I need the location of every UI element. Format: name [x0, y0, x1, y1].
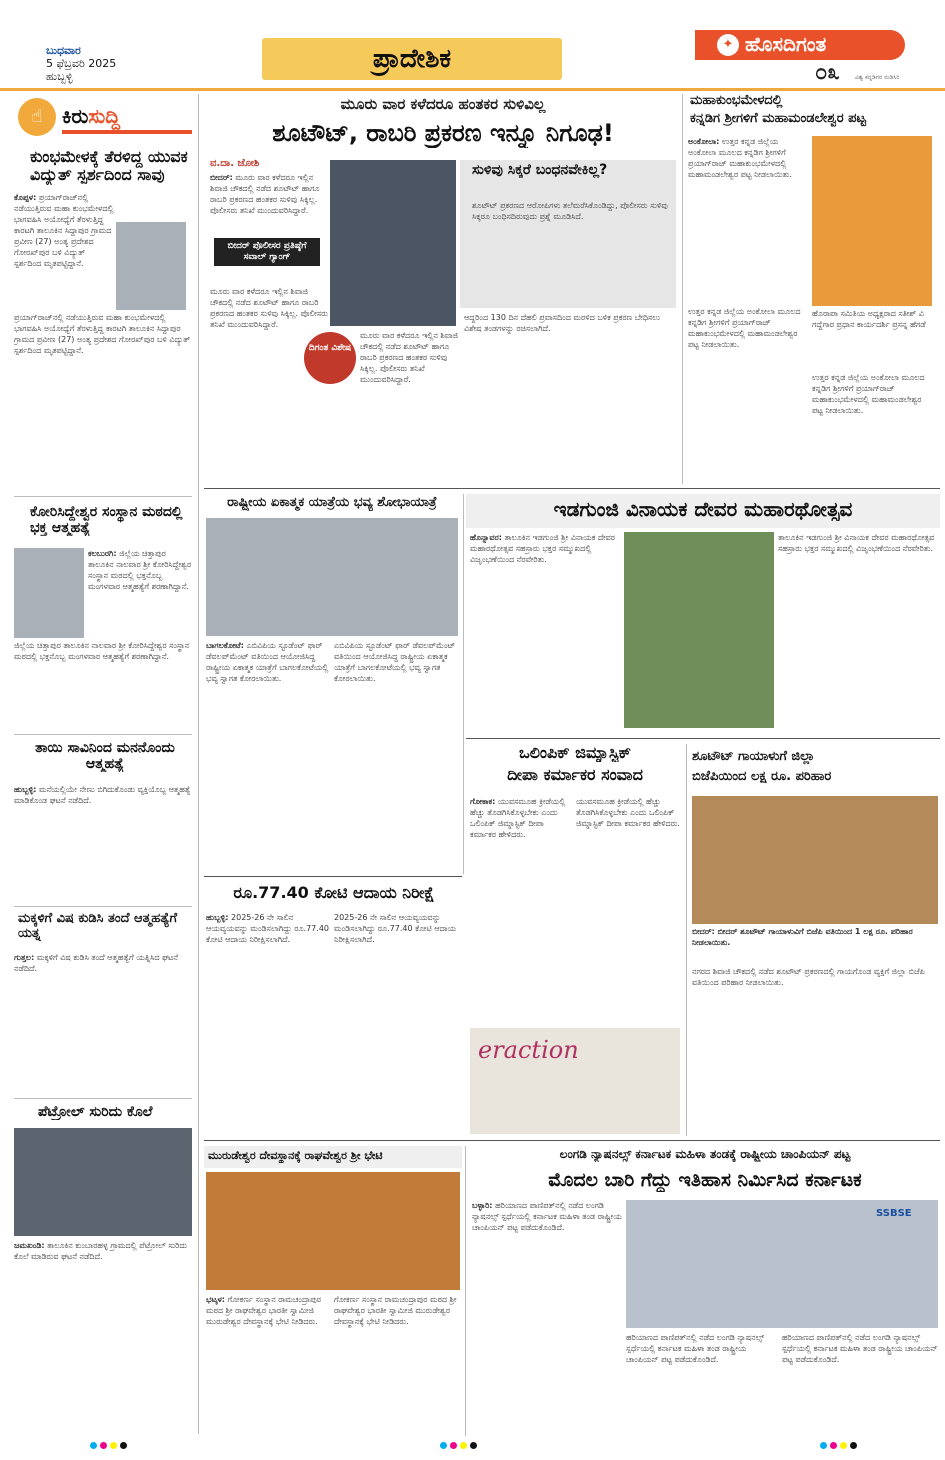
left-story4-place: ಗುತ್ತಲ: [14, 953, 35, 962]
income-text-col1 [206, 912, 330, 1134]
income-place: ಹುಬ್ಬಳ್ಳಿ: [206, 913, 229, 922]
left-story2-body-cont: ಜಿಲ್ಲೆಯ ಚಿತ್ತಾಪುರ ತಾಲೂಕಿನ ನಾಲವಾರ ಶ್ರೀ ಕೋರಿಸಿದ್ದೇಶ್ವರ ಸಂಸ್ಥಾನ ಮಠದಲ್ಲಿ ಭಕ್ತನೊಬ್ಬ ಮಂಗಳವಾರ ಆತ್ಮಹತ್ಯೆಗೆ ಶರಣಾಗಿದ್ದಾನೆ. [14, 641, 190, 661]
date: 5 ಫೆಬ್ರವರಿ 2025 [46, 57, 117, 70]
left-story2-headline: ಕೋರಿಸಿದ್ದೇಶ್ವರ ಸಂಸ್ಥಾನ ಮಠದಲ್ಲಿ ಭಕ್ತ ಆತ್ಮಹತ್ಯೆ [30, 504, 183, 537]
yatra-place: ಬಾಗಲಕೋಟೆ: [206, 641, 244, 650]
lead-photo-tag: ಬೀದರ್ ಪೊಲೀಸರ ಪ್ರತಿಷ್ಠೆಗೆ ಸವಾಲ್ ಗ್ಯಾಂಗ್ [214, 238, 320, 266]
kumbh-place: ಅಂಕೋಲಾ: [688, 137, 720, 146]
paper-tagline: ವಿಶ್ವ ಕನ್ನಡಿಗರ ನುಡಿಸಿರಿ [855, 74, 900, 81]
left-divider-2 [14, 734, 192, 735]
lead-sidebar-headline: ಸುಳಿವು ಸಿಕ್ಕರೆ ಬಂಧನವೇಕಿಲ್ಲ? [472, 162, 608, 178]
weekday: ಬುಧವಾರ [46, 44, 81, 57]
left-story5-photo [14, 1128, 192, 1236]
shootout-place: ಬೀದರ್: [692, 927, 715, 936]
left-story1-body: ಪ್ರಯಾಗ್‌ರಾಜ್‌ನಲ್ಲಿ ನಡೆಯುತ್ತಿರುವ ಮಹಾ ಕುಂಭಮೇಳದಲ್ಲಿ ಭಾಗವಹಿಸಿ ಅಯೋಧ್ಯೆಗೆ ತೆರಳುತ್ತಿದ್ದ ಕಾರಟಗಿ ತಾಲೂಕಿನ ಸಿದ್ದಾಪುರ ಗ್ರಾಮದ ಪ್ರವೀಣ (27) ಅಂತ್ಯ ಪ್ರದೇಶದ ಗೋರಖ್‌ಪುರ ಬಳಿ ವಿದ್ಯುತ್ ಸ್ಪರ್ಶದಿಂದ ಮೃತಪಟ್ಟಿದ್ದಾನೆ. [14, 193, 114, 268]
left-divider-1 [14, 496, 192, 497]
lagori-body: ಹರಿಯಾಣದ ಪಾಣಿಪತ್‌ನಲ್ಲಿ ನಡೆದ ಲಂಗಡಿ ನ್ಯಾಷನಲ್ಸ್ ಸ್ಪರ್ಧೆಯಲ್ಲಿ ಕರ್ನಾಟಕ ಮಹಿಳಾ ತಂಡ ರಾಷ್ಟ್ರೀಯ ಚಾಂಪಿಯನ್ ಪಟ್ಟ ಪಡೆದುಕೊಂಡಿದೆ. [472, 1201, 622, 1232]
lead-text-col3: ಆದ್ದರಿಂದ 130 ದಿನ ದೆಹಲಿ ಪ್ರವಾಸದಿಂದ ಮರಳಿದ ಬಳಿಕ ಪ್ರಕರಣ ಬೇಧಿಸಲು ವಿಶೇಷ ತಂಡಗಳನ್ನು ರಚಿಸಲಾಗಿದೆ. [464, 313, 660, 333]
lead-text-top [210, 172, 328, 234]
left-story2-body: ಜಿಲ್ಲೆಯ ಚಿತ್ತಾಪುರ ತಾಲೂಕಿನ ನಾಲವಾರ ಶ್ರೀ ಕೋರಿಸಿದ್ದೇಶ್ವರ ಸಂಸ್ಥಾನ ಮಠದಲ್ಲಿ ಭಕ್ತನೊಬ್ಬ ಮಂಗಳವಾರ ಆತ್ಮಹತ್ಯೆಗೆ ಶರಣಾಗಿದ್ದಾನೆ. [88, 549, 192, 591]
olympic-text-col2: ಯುವಸಮೂಹ ಕ್ರೀಡೆಯಲ್ಲಿ ಹೆಚ್ಚು ತೊಡಗಿಸಿಕೊಳ್ಳಬೇಕು ಎಂದು ಒಲಿಂಪಿಕ್ ಜಿಮ್ನಾಸ್ಟಿಕ್ ದೀಪಾ ಕರ್ಮಾಕರ ಹೇಳಿದರು. [576, 797, 680, 828]
print-registration-dots [90, 1442, 127, 1450]
flame-logo-icon: ✦ [717, 34, 739, 56]
date-block [46, 44, 116, 83]
mid-divider-1 [204, 488, 940, 489]
left-story1-place: ಕೊಪ್ಪಳ: [14, 193, 37, 202]
page-number: ೦೩ [815, 60, 840, 85]
income-headline: ರೂ.77.40 ಕೋಟಿ ಆದಾಯ ನಿರೀಕ್ಷೆ [233, 884, 435, 902]
kumbh-caption: ಹೊರಾಪಾ ಸಮಿತಿಯ ಅಧ್ಯಕ್ಷರಾದ ಸತೀಶ್ ವಿ ಗದ್ದೆಗಾರ ಪ್ರಧಾನ ಕಾರ್ಯದರ್ಶಿ ಪ್ರಸನ್ನ ಹೆಗಡೆ [812, 309, 926, 329]
lagori-text-col2: ಹರಿಯಾಣದ ಪಾಣಿಪತ್‌ನಲ್ಲಿ ನಡೆದ ಲಂಗಡಿ ನ್ಯಾಷನಲ್ಸ್ ಸ್ಪರ್ಧೆಯಲ್ಲಿ ಕರ್ನಾಟಕ ಮಹಿಳಾ ತಂಡ ರಾಷ್ಟ್ರೀಯ ಚಾಂಪಿಯನ್ ಪಟ್ಟ ಪಡೆದುಕೊಂಡಿದೆ. [626, 1333, 765, 1364]
left-story2-text [88, 548, 192, 638]
olympic-banner-word: eraction [478, 1036, 579, 1064]
yatra-headline: ರಾಷ್ಟ್ರೀಯ ಏಕಾತ್ಮಕ ಯಾತ್ರೆಯ ಭವ್ಯ ಶೋಭಾಯಾತ್ರೆ [227, 496, 437, 510]
left-story5-text [14, 1240, 192, 1435]
left-divider-4 [14, 1098, 192, 1099]
mid-divider-2 [466, 738, 940, 739]
lead-sidebar-text: ಶೂಟೌಟ್ ಪ್ರಕರಣದ ಆರೋಪಿಗಳು ತಲೆಮರೆಸಿಕೊಂಡಿದ್ದು, ಪೊಲೀಸರು ಸುಳಿವು ಸಿಕ್ಕರೂ ಬಂಧಿಸದಿರುವುದು ಪ್ರಶ್ನೆ ಮೂಡಿಸಿದೆ. [472, 201, 668, 221]
left-column-rule [198, 94, 199, 1434]
left-story4-headline: ಮಕ್ಕಳಿಗೆ ವಿಷ ಕುಡಿಸಿ ತಂದೆ ಆತ್ಮಹತ್ಯೆಗೆ ಯತ್ನ [18, 912, 178, 941]
murudeshwar-rule [465, 1146, 466, 1436]
left-story5-body: ತಾಲೂಕಿನ ಕುಂಬಾರಹಳ್ಳ ಗ್ರಾಮದಲ್ಲಿ ಪೆಟ್ರೋಲ್ ಸುರಿದು ಕೊಲೆ ಮಾಡಿರುವ ಘಟನೆ ನಡೆದಿದೆ. [14, 1241, 188, 1261]
left-story1-text [14, 192, 114, 292]
kumbh-photo [812, 136, 932, 306]
pointing-hand-icon: ☝ [18, 98, 56, 136]
print-registration-dots-center [440, 1442, 477, 1450]
kumbh-headline: ಕನ್ನಡಿಗ ಶ್ರೀಗಳಿಗೆ ಮಹಾಮಂಡಲೇಶ್ವರ ಪಟ್ಟ [690, 112, 866, 126]
lead-body: ಮೂರು ವಾರ ಕಳೆದರೂ ಇಲ್ಲಿನ ಶಿವಾಜಿ ಚೌಕದಲ್ಲಿ ನಡೆದ ಶೂಟೌಟ್ ಹಾಗೂ ರಾಬರಿ ಪ್ರಕರಣದ ಹಂತಕರ ಸುಳಿವು ಸಿಕ್ಕಿಲ್ಲ. ಪೊಲೀಸರು ತನಿಖೆ ಮುಂದುವರಿಸಿದ್ದಾರೆ. [210, 173, 320, 215]
lagori-text-col3: ಹರಿಯಾಣದ ಪಾಣಿಪತ್‌ನಲ್ಲಿ ನಡೆದ ಲಂಗಡಿ ನ್ಯಾಷನಲ್ಸ್ ಸ್ಪರ್ಧೆಯಲ್ಲಿ ಕರ್ನಾಟಕ ಮಹಿಳಾ ತಂಡ ರಾಷ್ಟ್ರೀಯ ಚಾಂಪಿಯನ್ ಪಟ್ಟ ಪಡೆದುಕೊಂಡಿದೆ. [782, 1333, 938, 1364]
murudeshwar-text-col1 [206, 1294, 330, 1434]
kumbh-text-cont: ಉತ್ತರ ಕನ್ನಡ ಜಿಲ್ಲೆಯ ಅಂಕೋಲಾ ಮೂಲದ ಕನ್ನಡಿಗ ಶ್ರೀಗಳಿಗೆ ಪ್ರಯಾಗ್‌ರಾಜ್ ಮಹಾಕುಂಭಮೇಳದಲ್ಲಿ ಮಹಾಮಂಡಲೇಶ್ವರ ಪಟ್ಟ ನೀಡಲಾಯಿತು. [688, 307, 801, 349]
income-top-rule [204, 876, 462, 877]
kirusuddi-label [62, 104, 120, 128]
kirusuddi-header [14, 96, 192, 138]
olympic-rule [686, 744, 687, 1136]
kumbh-text [688, 136, 808, 304]
shootout-photo [692, 796, 938, 924]
lead-right-rule [682, 94, 683, 484]
lead-byline: ವ.ದಾ. ಜೋಶಿ [210, 158, 260, 169]
left-story3-headline: ತಾಯಿ ಸಾವಿನಿಂದ ಮನನೊಂದು ಆತ್ಮಹತ್ಯೆ [35, 740, 175, 773]
kumbh-body: ಉತ್ತರ ಕನ್ನಡ ಜಿಲ್ಲೆಯ ಅಂಕೋಲಾ ಮೂಲದ ಕನ್ನಡಿಗ ಶ್ರೀಗಳಿಗೆ ಪ್ರಯಾಗ್‌ರಾಜ್ ಮಹಾಕುಂಭಮೇಳದಲ್ಲಿ ಮಹಾಮಂಡಲೇಶ್ವರ ಪಟ್ಟ ನೀಡಲಾಯಿತು. [688, 137, 792, 179]
lead-text-col2 [360, 330, 460, 462]
lagori-place: ಬಳ್ಳಾರಿ: [472, 1201, 493, 1210]
lead-body-cont2: ಮೂರು ವಾರ ಕಳೆದರೂ ಇಲ್ಲಿನ ಶಿವಾಜಿ ಚೌಕದಲ್ಲಿ ನಡೆದ ಶೂಟೌಟ್ ಹಾಗೂ ರಾಬರಿ ಪ್ರಕರಣದ ಹಂತಕರ ಸುಳಿವು ಸಿಕ್ಕಿಲ್ಲ. ಪೊಲೀಸರು ತನಿಖೆ ಮುಂದುವರಿಸಿದ್ದಾರೆ. [360, 331, 459, 384]
left-story2-more [14, 640, 192, 730]
olympic-headline-1: ಒಲಿಂಪಿಕ್ ಜಿಮ್ನಾಸ್ಟಿಕ್ [518, 744, 632, 762]
yatra-rule [463, 494, 464, 874]
shootout-text: ನಗರದ ಶಿವಾಜಿ ಚೌಕದಲ್ಲಿ ನಡೆದ ಶೂಟೌಟ್ ಪ್ರಕರಣದಲ್ಲಿ ಗಾಯಗೊಂಡ ವ್ಯಕ್ತಿಗೆ ಜಿಲ್ಲಾ ಬಿಜೆಪಿ ವತಿಯಿಂದ ಪರಿಹಾರ ನೀಡಲಾಯಿತು. [692, 967, 925, 987]
left-story4-text [14, 952, 192, 1092]
yatra-body: ಎಬಿವಿಪಿಯ ಸ್ಟೂಡೆಂಟ್ ಫಾರ್ ಡೆವಲಪ್‌ಮೆಂಟ್ ವತಿಯಿಂದ ಆಯೋಜಿಸಿದ್ದ ರಾಷ್ಟ್ರೀಯ ಏಕಾತ್ಮಕ ಯಾತ್ರೆಗೆ ಬಾಗಲಕೋಟೆಯಲ್ಲಿ ಭವ್ಯ ಸ್ವಾಗತ ಕೋರಲಾಯಿತು. [206, 641, 329, 683]
paper-name: ಹೊಸದಿಗಂತ [745, 32, 827, 56]
masthead [695, 30, 935, 85]
olympic-text-col1 [470, 796, 570, 1024]
lead-body-cont1: ಮೂರು ವಾರ ಕಳೆದರೂ ಇಲ್ಲಿನ ಶಿವಾಜಿ ಚೌಕದಲ್ಲಿ ನಡೆದ ಶೂಟೌಟ್ ಹಾಗೂ ರಾಬರಿ ಪ್ರಕರಣದ ಹಂತಕರ ಸುಳಿವು ಸಿಕ್ಕಿಲ್ಲ. ಪೊಲೀಸರು ತನಿಖೆ ಮುಂದುವರಿಸಿದ್ದಾರೆ. [210, 287, 328, 329]
lagori-text-col1 [472, 1200, 622, 1434]
lagori-photo [626, 1200, 938, 1328]
lagori-headline-1: ಲಂಗಡಿ ನ್ಯಾಷನಲ್ಸ್ ಕರ್ನಾಟಕ ಮಹಿಳಾ ತಂಡಕ್ಕೆ ರಾಷ್ಟ್ರೀಯ ಚಾಂಪಿಯನ್ ಪಟ್ಟ [559, 1148, 851, 1161]
lead-kicker: ಮೂರು ವಾರ ಕಳೆದರೂ ಹಂತಕರ ಸುಳಿವಿಲ್ಲ [340, 96, 546, 113]
murudeshwar-headline: ಮುರುಡೇಶ್ವರ ದೇವಸ್ಥಾನಕ್ಕೆ ರಾಘವೇಶ್ವರ ಶ್ರೀ ಭೇಟಿ [208, 1150, 383, 1162]
shootout-caption-text: ಬೀದರ್ ಶೂಟೌಟ್ ಗಾಯಾಳುವಿಗೆ ಬಿಜೆಪಿ ವತಿಯಿಂದ 1 ಲಕ್ಷ ರೂ. ಪರಿಹಾರ ನೀಡಲಾಯಿತು. [692, 927, 913, 947]
idagunji-body: ತಾಲೂಕಿನ ಇಡಗುಂಜಿ ಶ್ರೀ ವಿನಾಯಕ ದೇವರ ಮಹಾರಥೋತ್ಸವ ಸಹಸ್ರಾರು ಭಕ್ತರ ಸಮ್ಮುಖದಲ್ಲಿ ವಿಜೃಂಭಣೆಯಿಂದ ನೆರವೇರಿತು. [470, 533, 616, 564]
left-story4-body: ಮಕ್ಕಳಿಗೆ ವಿಷ ಕುಡಿಸಿ ತಂದೆ ಆತ್ಮಹತ್ಯೆಗೆ ಯತ್ನಿಸಿದ ಘಟನೆ ನಡೆದಿದೆ. [14, 953, 179, 973]
idagunji-headline: ಇಡಗುಂಜಿ ವಿನಾಯಕ ದೇವರ ಮಹಾರಥೋತ್ಸವ [553, 498, 853, 521]
print-registration-dots-right [820, 1442, 857, 1450]
left-story3-place: ಹುಬ್ಬಳ್ಳಿ: [14, 785, 37, 794]
left-story5-place: ಜಮಖಂಡಿ: [14, 1241, 45, 1250]
kirusuddi-underline [62, 130, 192, 134]
left-story1-headline: ಕುಂಭಮೇಳಕ್ಕೆ ತೆರಳಿದ್ದ ಯುವಕ ವಿದ್ಯುತ್ ಸ್ಪರ್ಶದಿಂದ ಸಾವು [30, 148, 188, 185]
murudeshwar-text-col2: ಗೋಕರ್ಣ ಸಂಸ್ಥಾನ ರಾಮಚಂದ್ರಾಪುರ ಮಠದ ಶ್ರೀ ರಾಘವೇಶ್ವರ ಭಾರತೀ ಸ್ವಾಮೀಜಿ ಮುರುಡೇಶ್ವರ ದೇವಸ್ಥಾನಕ್ಕೆ ಭೇಟಿ ನೀಡಿದರು. [334, 1295, 457, 1326]
left-story5-headline: ಪೆಟ್ರೋಲ್ ಸುರಿದು ಕೊಲೆ [38, 1104, 153, 1120]
shootout-headline-1: ಶೂಟೌಟ್ ಗಾಯಾಳುಗೆ ಜಿಲ್ಲಾ [692, 750, 815, 764]
left-divider-3 [14, 906, 192, 907]
lagori-board-text: SSBSE [876, 1208, 912, 1219]
murudeshwar-photo [206, 1172, 460, 1290]
left-story2-photo [14, 548, 84, 638]
kirusuddi-a: ಕಿರು [62, 104, 89, 128]
idagunji-text-col2: ತಾಲೂಕಿನ ಇಡಗುಂಜಿ ಶ್ರೀ ವಿನಾಯಕ ದೇವರ ಮಹಾರಥೋತ್ಸವ ಸಹಸ್ರಾರು ಭಕ್ತರ ಸಮ್ಮುಖದಲ್ಲಿ ವಿಜೃಂಭಣೆಯಿಂದ ನೆರವೇರಿತು. [778, 533, 935, 553]
left-story3-body: ಮನೆಯಲ್ಲಿಯೇ ನೇಣು ಬಿಗಿದುಕೊಂಡು ವ್ಯಕ್ತಿಯೊಬ್ಬ ಆತ್ಮಹತ್ಯೆ ಮಾಡಿಕೊಂಡ ಘಟನೆ ನಡೆದಿದೆ. [14, 785, 191, 805]
left-story3-text [14, 784, 192, 894]
digantha-special-seal: ದಿಗಂತ ವಿಶೇಷ [304, 332, 356, 384]
idagunji-text-col1 [470, 532, 620, 730]
shootout-caption [692, 926, 938, 962]
lead-photo [330, 160, 456, 326]
idagunji-place: ಹೊನ್ನಾವರ: [470, 533, 502, 542]
left-story1-more [14, 312, 192, 490]
yatra-photo [206, 518, 458, 636]
header-rule [0, 88, 945, 91]
olympic-headline-2: ದೀಪಾ ಕರ್ಮಾಕರ ಸಂವಾದ [507, 766, 643, 784]
left-story1-photo [116, 222, 186, 310]
murudeshwar-body: ಗೋಕರ್ಣ ಸಂಸ್ಥಾನ ರಾಮಚಂದ್ರಾಪುರ ಮಠದ ಶ್ರೀ ರಾಘವೇಶ್ವರ ಭಾರತೀ ಸ್ವಾಮೀಜಿ ಮುರುಡೇಶ್ವರ ದೇವಸ್ಥಾನಕ್ಕೆ ಭೇಟಿ ನೀಡಿದರು. [206, 1295, 321, 1326]
olympic-body: ಯುವಸಮೂಹ ಕ್ರೀಡೆಯಲ್ಲಿ ಹೆಚ್ಚು ತೊಡಗಿಸಿಕೊಳ್ಳಬೇಕು ಎಂದು ಒಲಿಂಪಿಕ್ ಜಿಮ್ನಾಸ್ಟಿಕ್ ದೀಪಾ ಕರ್ಮಾಕರ ಹೇಳಿದರು. [470, 797, 566, 839]
kirusuddi-b: ಸುದ್ದಿ [88, 104, 121, 128]
idagunji-photo [624, 532, 774, 728]
yatra-text-col1 [206, 640, 330, 870]
city: ಹುಬ್ಬಳ್ಳಿ [46, 70, 73, 83]
income-text-col2: 2025-26 ನೇ ಸಾಲಿನ ಆಯವ್ಯಯವನ್ನು ಮಂಡಿಸಲಾಗಿದ್ದು ರೂ.77.40 ಕೋಟಿ ಆದಾಯ ನಿರೀಕ್ಷಿಸಲಾಗಿದೆ. [334, 913, 457, 944]
section-title: ಪ್ರಾದೇಶಿಕ [262, 38, 562, 80]
bottom-divider [204, 1140, 940, 1141]
kumbh-kicker: ಮಹಾಕುಂಭಮೇಳದಲ್ಲಿ [690, 94, 783, 108]
lagori-headline-2: ಮೊದಲ ಬಾರಿ ಗೆದ್ದು ಇತಿಹಾಸ ನಿರ್ಮಿಸಿದ ಕರ್ನಾಟಕ [548, 1170, 862, 1191]
shootout-headline-2: ಬಿಜೆಪಿಯಿಂದ ಲಕ್ಷ ರೂ. ಪರಿಹಾರ [692, 770, 832, 784]
murudeshwar-place: ಭಟ್ಕಳ: [206, 1295, 225, 1304]
left-story1-body-cont: ಪ್ರಯಾಗ್‌ರಾಜ್‌ನಲ್ಲಿ ನಡೆಯುತ್ತಿರುವ ಮಹಾ ಕುಂಭಮೇಳದಲ್ಲಿ ಭಾಗವಹಿಸಿ ಅಯೋಧ್ಯೆಗೆ ತೆರಳುತ್ತಿದ್ದ ಕಾರಟಗಿ ತಾಲೂಕಿನ ಸಿದ್ದಾಪುರ ಗ್ರಾಮದ ಪ್ರವೀಣ (27) ಅಂತ್ಯ ಪ್ರದೇಶದ ಗೋರಖ್‌ಪುರ ಬಳಿ ವಿದ್ಯುತ್ ಸ್ಪರ್ಶದಿಂದ ಮೃತಪಟ್ಟಿದ್ದಾನೆ. [14, 313, 191, 355]
olympic-place: ಗೋಕಾಕ: [470, 797, 496, 806]
kumbh-text-cont2: ಉತ್ತರ ಕನ್ನಡ ಜಿಲ್ಲೆಯ ಅಂಕೋಲಾ ಮೂಲದ ಕನ್ನಡಿಗ ಶ್ರೀಗಳಿಗೆ ಪ್ರಯಾಗ್‌ರಾಜ್ ಮಹಾಕುಂಭಮೇಳದಲ್ಲಿ ಮಹಾಮಂಡಲೇಶ್ವರ ಪಟ್ಟ ನೀಡಲಾಯಿತು. [812, 373, 925, 415]
lead-place: ಬೀದರ್: [210, 173, 233, 182]
left-story2-place: ಕಲಬುರಗಿ: [88, 549, 117, 558]
income-body: 2025-26 ನೇ ಸಾಲಿನ ಆಯವ್ಯಯವನ್ನು ಮಂಡಿಸಲಾಗಿದ್ದು ರೂ.77.40 ಕೋಟಿ ಆದಾಯ ನಿರೀಕ್ಷಿಸಲಾಗಿದೆ. [206, 913, 329, 944]
lead-headline: ಶೂಟೌಟ್, ರಾಬರಿ ಪ್ರಕರಣ ಇನ್ನೂ ನಿಗೂಢ! [272, 120, 614, 147]
yatra-text-col2: ಎಬಿವಿಪಿಯ ಸ್ಟೂಡೆಂಟ್ ಫಾರ್ ಡೆವಲಪ್‌ಮೆಂಟ್ ವತಿಯಿಂದ ಆಯೋಜಿಸಿದ್ದ ರಾಷ್ಟ್ರೀಯ ಏಕಾತ್ಮಕ ಯಾತ್ರೆಗೆ ಬಾಗಲಕೋಟೆಯಲ್ಲಿ ಭವ್ಯ ಸ್ವಾಗತ ಕೋರಲಾಯಿತು. [334, 641, 456, 683]
